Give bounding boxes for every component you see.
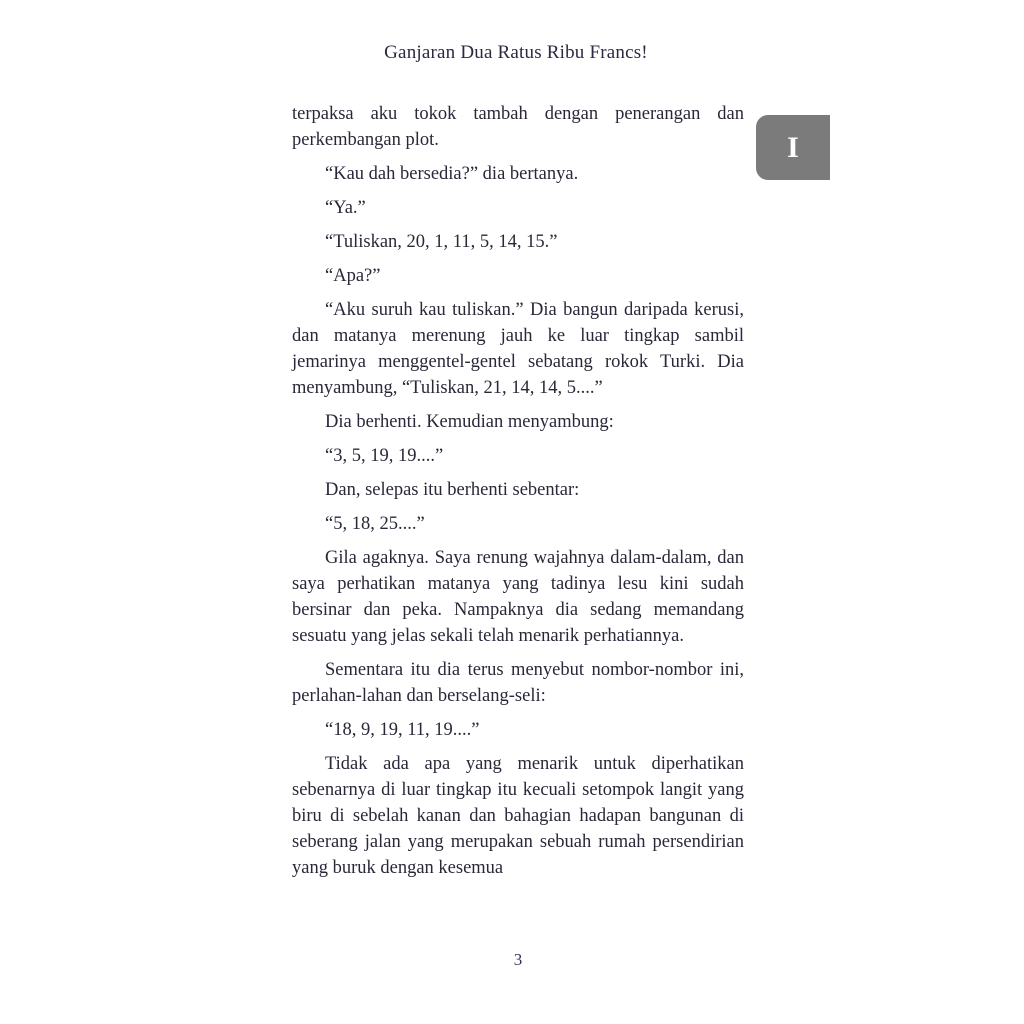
chapter-tab-label: I [787, 130, 799, 164]
paragraph-dialogue: “Ya.” [325, 198, 366, 218]
paragraph: “Aku suruh kau tuliskan.” Dia bangun daripada kerusi, dan matanya merenung jauh ke luar tingkap sambil jemarinya menggentel-gentel sebatang rokok Turki. Dia menyambung, “Tuliskan, 21, 14, 14, 5....” [292, 300, 744, 398]
paragraph-dialogue: “5, 18, 25....” [325, 514, 425, 534]
paragraph-dialogue: “Tuliskan, 20, 1, 11, 5, 14, 15.” [325, 232, 558, 252]
running-head-title: Ganjaran Dua Ratus Ribu Francs! [384, 42, 648, 63]
paragraph: Tidak ada apa yang menarik untuk diperhatikan sebenarnya di luar tingkap itu kecuali setompok langit yang biru di sebelah kanan dan bahagian hadapan bangunan di seberang jalan yang merupakan sebuah rumah persendirian yang buruk dengan kesemua [292, 754, 744, 878]
paragraph-continuation: terpaksa aku tokok tambah dengan penerangan dan perkembangan plot. [292, 104, 744, 150]
chapter-tab [756, 115, 830, 180]
paragraph: Dia berhenti. Kemudian menyambung: [325, 412, 614, 432]
page-number: 3 [513, 950, 523, 969]
paragraph-dialogue: “Kau dah bersedia?” dia bertanya. [325, 164, 579, 184]
paragraph-dialogue: “3, 5, 19, 19....” [325, 446, 444, 466]
paragraph-dialogue: “Apa?” [325, 266, 381, 286]
body-text [292, 101, 744, 881]
paragraph: Gila agaknya. Saya renung wajahnya dalam-dalam, dan saya perhatikan matanya yang tadinya lesu kini sudah bersinar dan peka. Nampaknya dia sedang memandang sesuatu yang jelas sekali telah menarik perhatiannya. [292, 548, 744, 646]
paragraph: Dan, selepas itu berhenti sebentar: [325, 480, 580, 500]
paragraph-dialogue: “18, 9, 19, 11, 19....” [325, 720, 480, 740]
paragraph: Sementara itu dia terus menyebut nombor-nombor ini, perlahan-lahan dan berselang-seli: [292, 660, 744, 706]
